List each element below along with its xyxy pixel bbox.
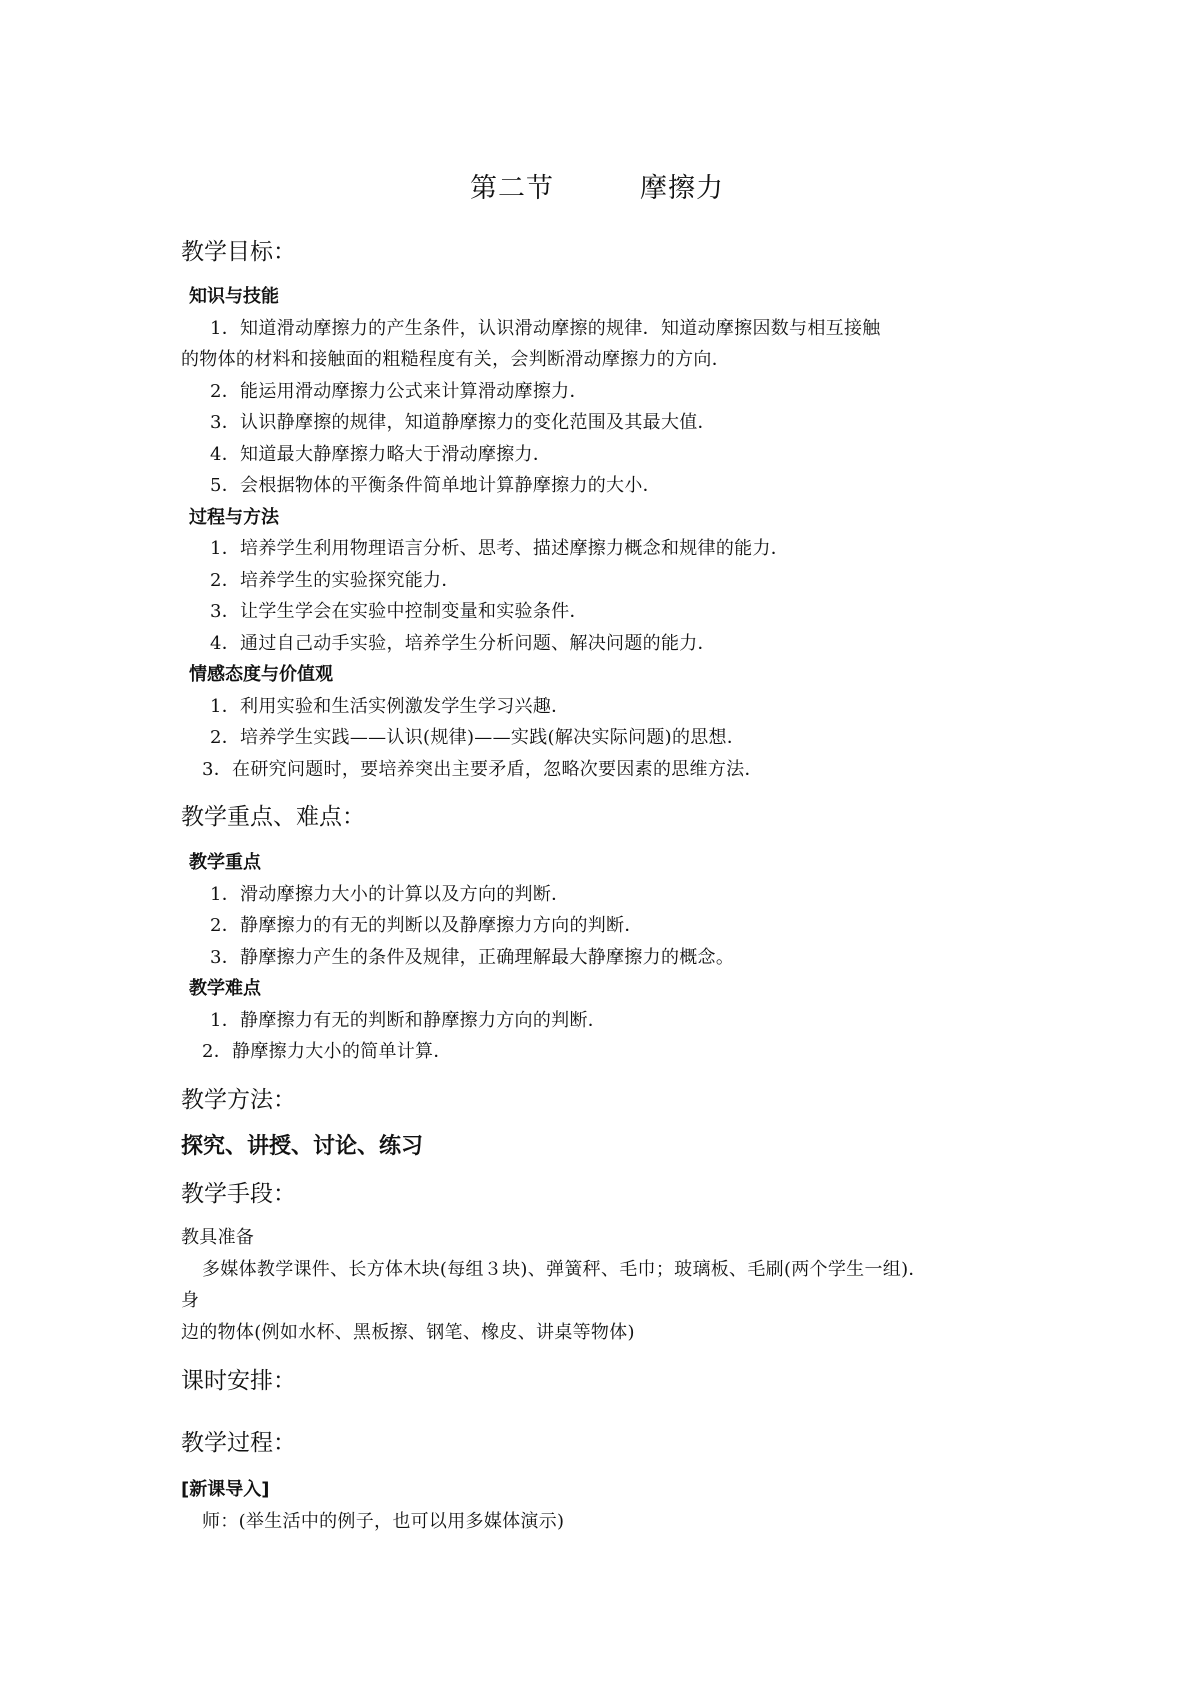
focus-item: 3．静摩擦力产生的条件及规律，正确理解最大静摩擦力的概念。 bbox=[210, 947, 735, 968]
emotion-heading: 情感态度与价值观 bbox=[189, 664, 333, 685]
objectives-heading: 教学目标： bbox=[181, 239, 296, 265]
procedure-heading: 教学过程： bbox=[181, 1430, 296, 1456]
procedure-intro: [新课导入] bbox=[181, 1479, 270, 1500]
key-points-heading: 教学重点、难点： bbox=[181, 804, 365, 830]
process-item: 4．通过自己动手实验，培养学生分析问题、解决问题的能力． bbox=[210, 633, 716, 654]
knowledge-item: 1．知道滑动摩擦力的产生条件，认识滑动摩擦的规律．知道动摩擦因数与相互接触 bbox=[210, 318, 881, 339]
emotion-item: 1．利用实验和生活实例激发学生学习兴趣． bbox=[210, 696, 570, 717]
title-topic: 摩擦力 bbox=[640, 173, 724, 204]
knowledge-item: 2．能运用滑动摩擦力公式来计算滑动摩擦力． bbox=[210, 381, 588, 402]
means-line: 边的物体(例如水杯、黑板擦、钢笔、橡皮、讲桌等物体) bbox=[181, 1322, 635, 1343]
focus-heading: 教学重点 bbox=[189, 852, 261, 873]
process-heading: 过程与方法 bbox=[189, 507, 279, 528]
difficulty-item: 1．静摩擦力有无的判断和静摩擦力方向的判断． bbox=[210, 1010, 607, 1031]
means-line: 身 bbox=[181, 1290, 200, 1311]
means-heading: 教学手段： bbox=[181, 1181, 296, 1207]
difficulty-item: 2．静摩擦力大小的简单计算． bbox=[202, 1041, 452, 1062]
means-line: 多媒体教学课件、长方体木块(每组３块)、弹簧秤、毛巾；玻璃板、毛刷(两个学生一组)． bbox=[202, 1259, 927, 1280]
means-subheading: 教具准备 bbox=[181, 1227, 255, 1248]
methods-content: 探究、讲授、讨论、练习 bbox=[181, 1134, 424, 1159]
emotion-item: 3．在研究问题时，要培养突出主要矛盾，忽略次要因素的思维方法． bbox=[202, 759, 763, 780]
difficulty-heading: 教学难点 bbox=[189, 978, 261, 999]
knowledge-item: 5．会根据物体的平衡条件简单地计算静摩擦力的大小． bbox=[210, 475, 661, 496]
title-section-number: 第二节 bbox=[470, 173, 554, 204]
emotion-item: 2．培养学生实践——认识(规律)——实践(解决实际问题)的思想． bbox=[210, 727, 746, 748]
knowledge-heading: 知识与技能 bbox=[189, 286, 279, 307]
procedure-line: 师：(举生活中的例子，也可以用多媒体演示) bbox=[202, 1511, 565, 1532]
process-item: 2．培养学生的实验探究能力． bbox=[210, 570, 460, 591]
knowledge-item: 3．认识静摩擦的规律，知道静摩擦力的变化范围及其最大值． bbox=[210, 412, 716, 433]
methods-heading: 教学方法： bbox=[181, 1087, 296, 1113]
schedule-heading: 课时安排： bbox=[181, 1368, 296, 1394]
process-item: 1．培养学生利用物理语言分析、思考、描述摩擦力概念和规律的能力． bbox=[210, 538, 790, 559]
focus-item: 2．静摩擦力的有无的判断以及静摩擦力方向的判断． bbox=[210, 915, 643, 936]
process-item: 3．让学生学会在实验中控制变量和实验条件． bbox=[210, 601, 588, 622]
knowledge-item: 的物体的材料和接触面的粗糙程度有关，会判断滑动摩擦力的方向． bbox=[181, 349, 730, 370]
focus-item: 1．滑动摩擦力大小的计算以及方向的判断． bbox=[210, 884, 570, 905]
knowledge-item: 4．知道最大静摩擦力略大于滑动摩擦力． bbox=[210, 444, 552, 465]
